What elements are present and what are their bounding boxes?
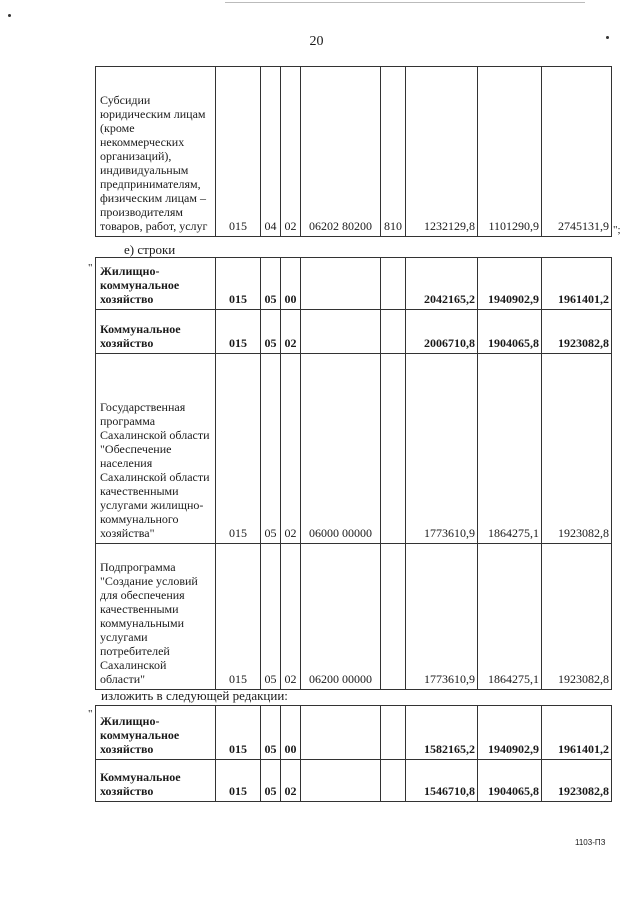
- amount-year-1: 2042165,2: [406, 258, 478, 310]
- ministry-code: 015: [216, 67, 261, 237]
- target-code: [301, 760, 381, 802]
- target-code: [301, 310, 381, 354]
- table-row: [96, 310, 612, 354]
- subsection-code: 02: [281, 67, 301, 237]
- open-quote: ": [88, 708, 93, 720]
- amount-year-3: 2745131,9: [542, 67, 612, 237]
- ministry-code: 015: [216, 258, 261, 310]
- table-row: [96, 544, 612, 690]
- expense-code: [381, 760, 406, 802]
- row-name: Коммунальное хозяйство: [96, 310, 216, 354]
- amount-year-3: 1961401,2: [542, 258, 612, 310]
- section-code: 05: [261, 258, 281, 310]
- row-name: Коммунальное хозяйство: [96, 760, 216, 802]
- section-code: 04: [261, 67, 281, 237]
- amount-year-1: 1582165,2: [406, 706, 478, 760]
- table-row: [96, 258, 612, 310]
- table-row: [96, 706, 612, 760]
- target-code: 06000 00000: [301, 354, 381, 544]
- row-name: Жилищно-коммунальное хозяйство: [96, 258, 216, 310]
- section-code: 05: [261, 310, 281, 354]
- row-name: Жилищно-коммунальное хозяйство: [96, 706, 216, 760]
- expense-code: [381, 258, 406, 310]
- amount-year-2: 1864275,1: [478, 544, 542, 690]
- amount-year-2: 1940902,9: [478, 706, 542, 760]
- section-code: 05: [261, 706, 281, 760]
- subsection-code: 02: [281, 760, 301, 802]
- top-rule: [225, 2, 585, 3]
- replace-marker: изложить в следующей редакции:: [101, 688, 288, 703]
- expense-code: [381, 310, 406, 354]
- amount-year-3: 1923082,8: [542, 544, 612, 690]
- subsection-code: 00: [281, 258, 301, 310]
- row-name: Субсидии юридическим лицам (кроме некоммерческих организаций), индивидуальным предпринимателям, физическим лицам – производителям товаров, работ, услуг: [96, 67, 216, 237]
- rows-marker: е) строки: [124, 242, 176, 257]
- subsection-code: 02: [281, 544, 301, 690]
- subsection-code: 00: [281, 706, 301, 760]
- target-code: [301, 258, 381, 310]
- ministry-code: 015: [216, 544, 261, 690]
- expense-code: [381, 544, 406, 690]
- budget-table-old: [95, 257, 612, 690]
- amount-year-3: 1923082,8: [542, 354, 612, 544]
- scan-speck: [606, 36, 609, 39]
- amount-year-3: 1923082,8: [542, 760, 612, 802]
- ministry-code: 015: [216, 310, 261, 354]
- section-code: 05: [261, 544, 281, 690]
- table-row: [96, 67, 612, 237]
- close-quote: ";: [613, 224, 621, 236]
- ministry-code: 015: [216, 706, 261, 760]
- section-code: 05: [261, 760, 281, 802]
- open-quote: ": [88, 262, 93, 274]
- amount-year-1: 1232129,8: [406, 67, 478, 237]
- expense-code: [381, 706, 406, 760]
- target-code: 06200 00000: [301, 544, 381, 690]
- amount-year-3: 1923082,8: [542, 310, 612, 354]
- amount-year-1: 1773610,9: [406, 544, 478, 690]
- amount-year-2: 1904065,8: [478, 310, 542, 354]
- amount-year-2: 1904065,8: [478, 760, 542, 802]
- subsection-code: 02: [281, 354, 301, 544]
- target-code: 06202 80200: [301, 67, 381, 237]
- amount-year-2: 1101290,9: [478, 67, 542, 237]
- ministry-code: 015: [216, 760, 261, 802]
- target-code: [301, 706, 381, 760]
- scan-speck: [8, 14, 11, 17]
- page-number: 20: [309, 34, 324, 49]
- amount-year-1: 1546710,8: [406, 760, 478, 802]
- budget-table-continued: [95, 66, 612, 237]
- document-code: 1103-ПЗ: [575, 838, 606, 847]
- row-name: Подпрограмма "Создание условий для обеспечения качественными коммунальными услугами потребителей Сахалинской области": [96, 544, 216, 690]
- budget-table-new: [95, 705, 612, 802]
- ministry-code: 015: [216, 354, 261, 544]
- row-name: Государственная программа Сахалинской области "Обеспечение населения Сахалинской области качественными услугами жилищно-коммунального хозяйства": [96, 354, 216, 544]
- subsection-code: 02: [281, 310, 301, 354]
- amount-year-3: 1961401,2: [542, 706, 612, 760]
- amount-year-1: 2006710,8: [406, 310, 478, 354]
- table-row: [96, 760, 612, 802]
- expense-code: [381, 354, 406, 544]
- amount-year-2: 1864275,1: [478, 354, 542, 544]
- expense-code: 810: [381, 67, 406, 237]
- section-code: 05: [261, 354, 281, 544]
- amount-year-2: 1940902,9: [478, 258, 542, 310]
- amount-year-1: 1773610,9: [406, 354, 478, 544]
- table-row: [96, 354, 612, 544]
